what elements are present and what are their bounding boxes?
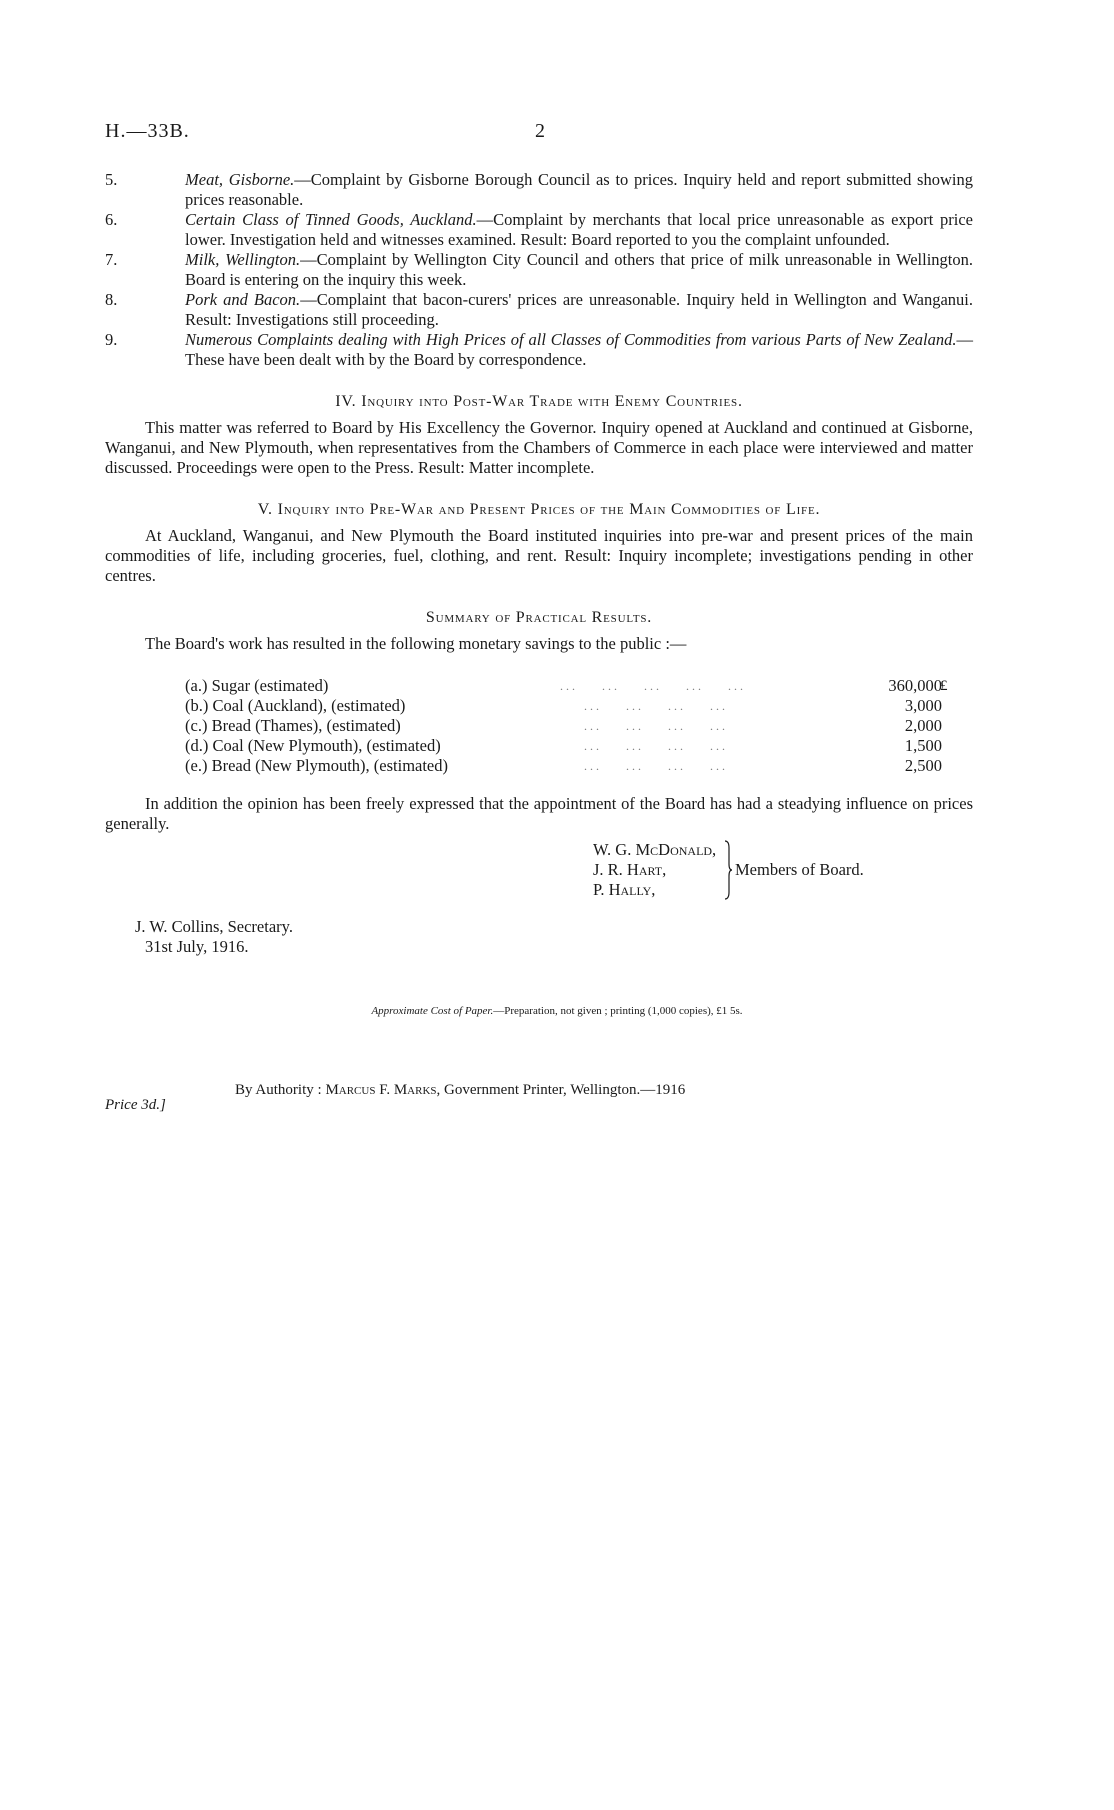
saving-label: (d.) Coal (New Plymouth), (estimated) xyxy=(185,736,441,755)
item-title: Milk, Wellington. xyxy=(185,250,301,269)
item-number: 9. xyxy=(105,330,118,349)
cost-note xyxy=(0,1005,1114,1017)
report-date: 31st July, 1916. xyxy=(145,937,249,956)
printer-suffix: , Government Printer, Wellington.—1916 xyxy=(436,1082,686,1098)
saving-amount: 3,000 xyxy=(904,696,942,715)
printer-imprint xyxy=(235,1082,685,1099)
leader-dots: ... ... ... ... xyxy=(560,719,728,733)
member-name: P. Hally, xyxy=(593,880,656,899)
secretary-name: J. W. Collins, Secretary. xyxy=(135,917,293,936)
document-reference: H.—33B. xyxy=(105,120,190,142)
curly-brace-icon xyxy=(723,840,733,900)
item-text: —These have been dealt with by the Board by correspondence. xyxy=(185,330,973,369)
item-title: Pork and Bacon. xyxy=(185,290,301,309)
item-number: 6. xyxy=(105,210,118,229)
table-row xyxy=(185,716,942,736)
member-name: J. R. Hart, xyxy=(593,860,667,879)
members-list xyxy=(593,840,716,900)
item-title: Certain Class of Tinned Goods, Auckland. xyxy=(185,210,477,229)
saving-amount: 2,500 xyxy=(904,756,942,775)
members-label: Members of Board. xyxy=(735,860,864,879)
signature-block xyxy=(105,840,973,920)
item-title: Numerous Complaints dealing with High Prices of all Classes of Commodities from various Parts of New Zealand. xyxy=(185,330,957,349)
saving-label: (a.) Sugar (estimated) xyxy=(185,676,329,695)
table-row xyxy=(185,756,942,776)
saving-amount: 2,000 xyxy=(904,716,942,735)
price-note: Price 3d.] xyxy=(105,1097,166,1113)
leader-dots: ... ... ... ... xyxy=(560,759,728,773)
section-paragraph: At Auckland, Wanganui, and New Plymouth the Board instituted inquiries into pre-war and present prices of the main commodities of life, including groceries, fuel, clothing, and rent. Result: Inquiry incomplete; investigations pending in other centres. xyxy=(105,526,973,585)
table-row xyxy=(185,676,942,696)
item-text: —Complaint by merchants that local price unreasonable as export price lower. Investigation held and witnesses examined. Result: Board reported to you the complaint unfounded. xyxy=(185,210,973,249)
cost-text: —Preparation, not given ; printing (1,000 copies), £1 5s. xyxy=(493,1005,743,1017)
cost-label: Approximate Cost of Paper. xyxy=(371,1005,494,1017)
savings-block xyxy=(105,676,973,776)
saving-label: (c.) Bread (Thames), (estimated) xyxy=(185,716,401,735)
report-body xyxy=(105,170,973,920)
leader-dots: ... ... ... ... xyxy=(560,739,728,753)
item-number: 7. xyxy=(105,250,118,269)
table-row xyxy=(185,696,942,716)
section-paragraph: This matter was referred to Board by His Excellency the Governor. Inquiry opened at Auckland and continued at Gisborne, Wanganui, and New Plymouth, when representatives from the Chambers of Commerce in each place were interviewed and matter discussed. Proceedings were open to the Press. Result: Matter incomplete. xyxy=(105,418,973,477)
saving-label: (e.) Bread (New Plymouth), (estimated) xyxy=(185,756,449,775)
saving-amount: 1,500 xyxy=(904,736,942,755)
closing-paragraph: In addition the opinion has been freely expressed that the appointment of the Board has had a steadying influence on prices generally. xyxy=(105,794,973,833)
savings-table xyxy=(185,676,942,776)
summary-intro: The Board's work has resulted in the following monetary savings to the public :— xyxy=(145,634,687,653)
list-item xyxy=(105,330,973,370)
page-number: 2 xyxy=(535,120,545,142)
saving-label: (b.) Coal (Auckland), (estimated) xyxy=(185,696,406,715)
item-title: Meat, Gisborne. xyxy=(185,170,295,189)
item-text: —Complaint that bacon-curers' prices are unreasonable. Inquiry held in Wellington and Wanganui. Result: Investigations still proceeding. xyxy=(185,290,973,329)
item-number: 5. xyxy=(105,170,118,189)
list-item xyxy=(105,250,973,290)
member-name: W. G. McDonald, xyxy=(593,840,717,859)
list-item xyxy=(105,290,973,330)
section-heading-summary: Summary of Practical Results. xyxy=(425,609,653,626)
item-number: 8. xyxy=(105,290,118,309)
printer-prefix: By Authority : xyxy=(235,1082,326,1098)
item-text: —Complaint by Gisborne Borough Council as to prices. Inquiry held and report submitted showing prices reasonable. xyxy=(185,170,973,209)
list-item xyxy=(105,170,973,210)
section-heading-pre-war-prices: V. Inquiry into Pre-War and Present Prices of the Main Commodities of Life. xyxy=(257,501,821,518)
saving-amount: 360,000 xyxy=(888,676,942,695)
item-text: —Complaint by Wellington City Council and others that price of milk unreasonable in Wellington. Board is entering on the inquiry this week. xyxy=(185,250,973,289)
currency-symbol: £ xyxy=(940,678,948,694)
leader-dots: ... ... ... ... ... xyxy=(560,679,746,693)
section-heading-post-war-trade: IV. Inquiry into Post-War Trade with Enemy Countries. xyxy=(335,393,743,410)
leader-dots: ... ... ... ... xyxy=(560,699,728,713)
printer-name: Marcus F. Marks xyxy=(325,1082,437,1098)
list-item xyxy=(105,210,973,250)
page-header xyxy=(105,120,985,148)
secretary-block xyxy=(135,917,293,957)
table-row xyxy=(185,736,942,756)
